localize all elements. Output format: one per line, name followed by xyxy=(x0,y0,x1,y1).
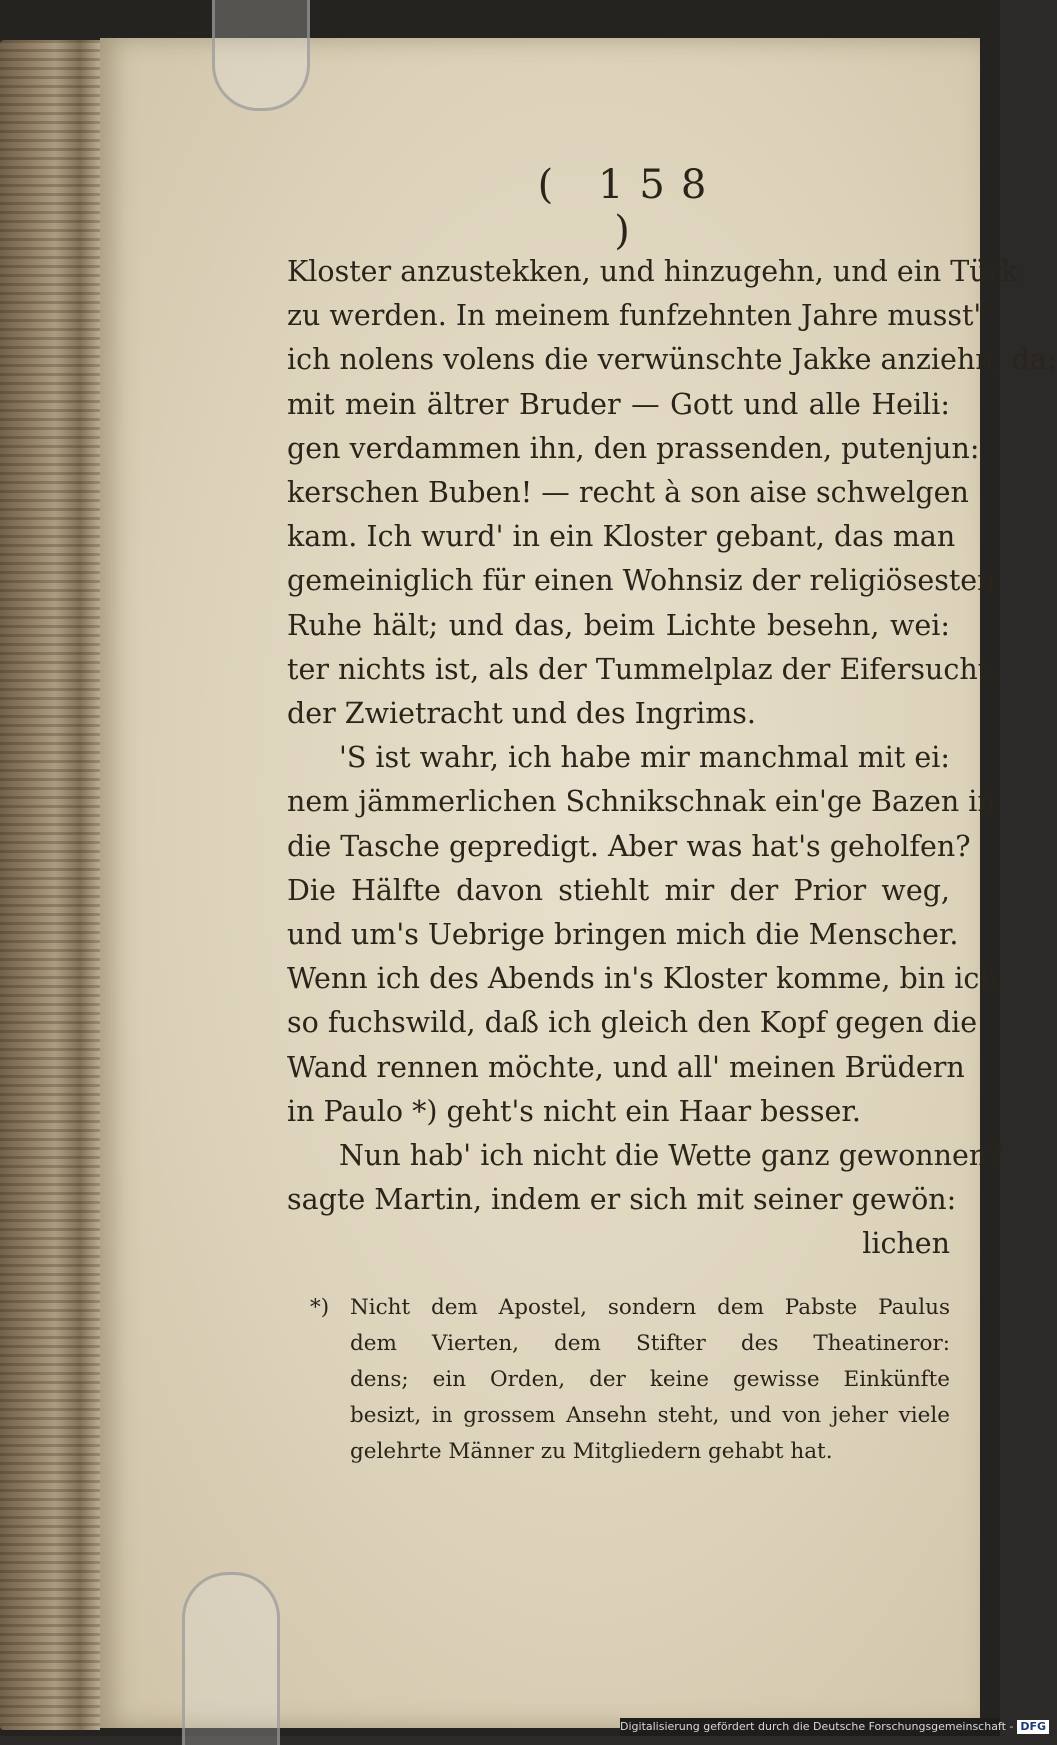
footnote-line: dem Vierten, dem Stifter des Theatineror: xyxy=(350,1331,950,1356)
footnote-line: dens; ein Orden, der keine gewisse Einkünfte xyxy=(350,1367,950,1392)
text-line: sagte Martin, indem er sich mit seiner gewön: xyxy=(287,1183,957,1217)
text-line: ter nichts ist, als der Tummelplaz der Eifersucht, xyxy=(287,652,999,686)
text-line: kam. Ich wurd' in ein Kloster gebant, das man xyxy=(287,520,956,554)
text-line: in Paulo *) geht's nicht ein Haar besser. xyxy=(287,1094,861,1128)
text-line: die Tasche gepredigt. Aber was hat's geholfen? xyxy=(287,829,971,863)
text-line: so fuchswild, daß ich gleich den Kopf gegen die xyxy=(287,1006,978,1040)
text-line: Kloster anzustekken, und hinzugehn, und ein Türk xyxy=(287,255,1019,288)
text-line: gemeiniglich für einen Wohnsiz der religiösesten xyxy=(287,564,996,598)
dfg-logo: DFG xyxy=(1017,1720,1049,1734)
page-number: ( 158 ) xyxy=(537,162,723,254)
text-line: Ruhe hält; und das, beim Lichte besehn, wei: xyxy=(287,608,950,642)
text-line: gen verdammen ihn, den prassenden, putenjun: xyxy=(287,431,980,465)
text-line: ich nolens volens die verwünschte Jakke anziehn, da: xyxy=(287,343,1057,377)
book-page-edge xyxy=(0,40,100,1730)
text-line: zu werden. In meinem funfzehnten Jahre musst' xyxy=(287,299,982,333)
text-line: der Zwietracht und des Ingrims. xyxy=(287,697,756,731)
footnote-line: besizt, in grossem Ansehn steht, und von jeher viele xyxy=(350,1403,950,1428)
text-line: mit mein ältrer Bruder — Gott und alle Heili: xyxy=(287,387,950,421)
text-line: Nun hab' ich nicht die Wette ganz gewonnen? xyxy=(339,1139,1003,1173)
credit-text: Digitalisierung gefördert durch die Deutsche Forschungsgemeinschaft - xyxy=(620,1720,1014,1733)
text-line: Wand rennen möchte, und all' meinen Brüdern xyxy=(287,1050,965,1084)
footnote-line: *) Nicht dem Apostel, sondern dem Pabste Paulus xyxy=(310,1295,950,1320)
text-line: nem jämmerlichen Schnikschnak ein'ge Bazen in xyxy=(287,785,996,819)
digitization-credit xyxy=(620,1718,1047,1736)
text-line: kerschen Buben! — recht à son aise schwelgen xyxy=(287,476,969,510)
text-line: und um's Uebrige bringen mich die Menscher. xyxy=(287,918,959,952)
footnote xyxy=(310,1290,950,1470)
footnote-line: gelehrte Männer zu Mitgliedern gehabt hat. xyxy=(350,1439,833,1464)
text-line: 'S ist wahr, ich habe mir manchmal mit ei: xyxy=(339,741,950,775)
page-clip-top xyxy=(212,0,310,111)
text-line: Wenn ich des Abends in's Kloster komme, bin ich xyxy=(287,962,998,996)
catchword: lichen xyxy=(862,1227,950,1261)
text-line: Die Hälfte davon stiehlt mir der Prior weg, xyxy=(287,873,950,907)
page-clip-bottom xyxy=(182,1572,280,1745)
body-text xyxy=(287,250,1057,1267)
